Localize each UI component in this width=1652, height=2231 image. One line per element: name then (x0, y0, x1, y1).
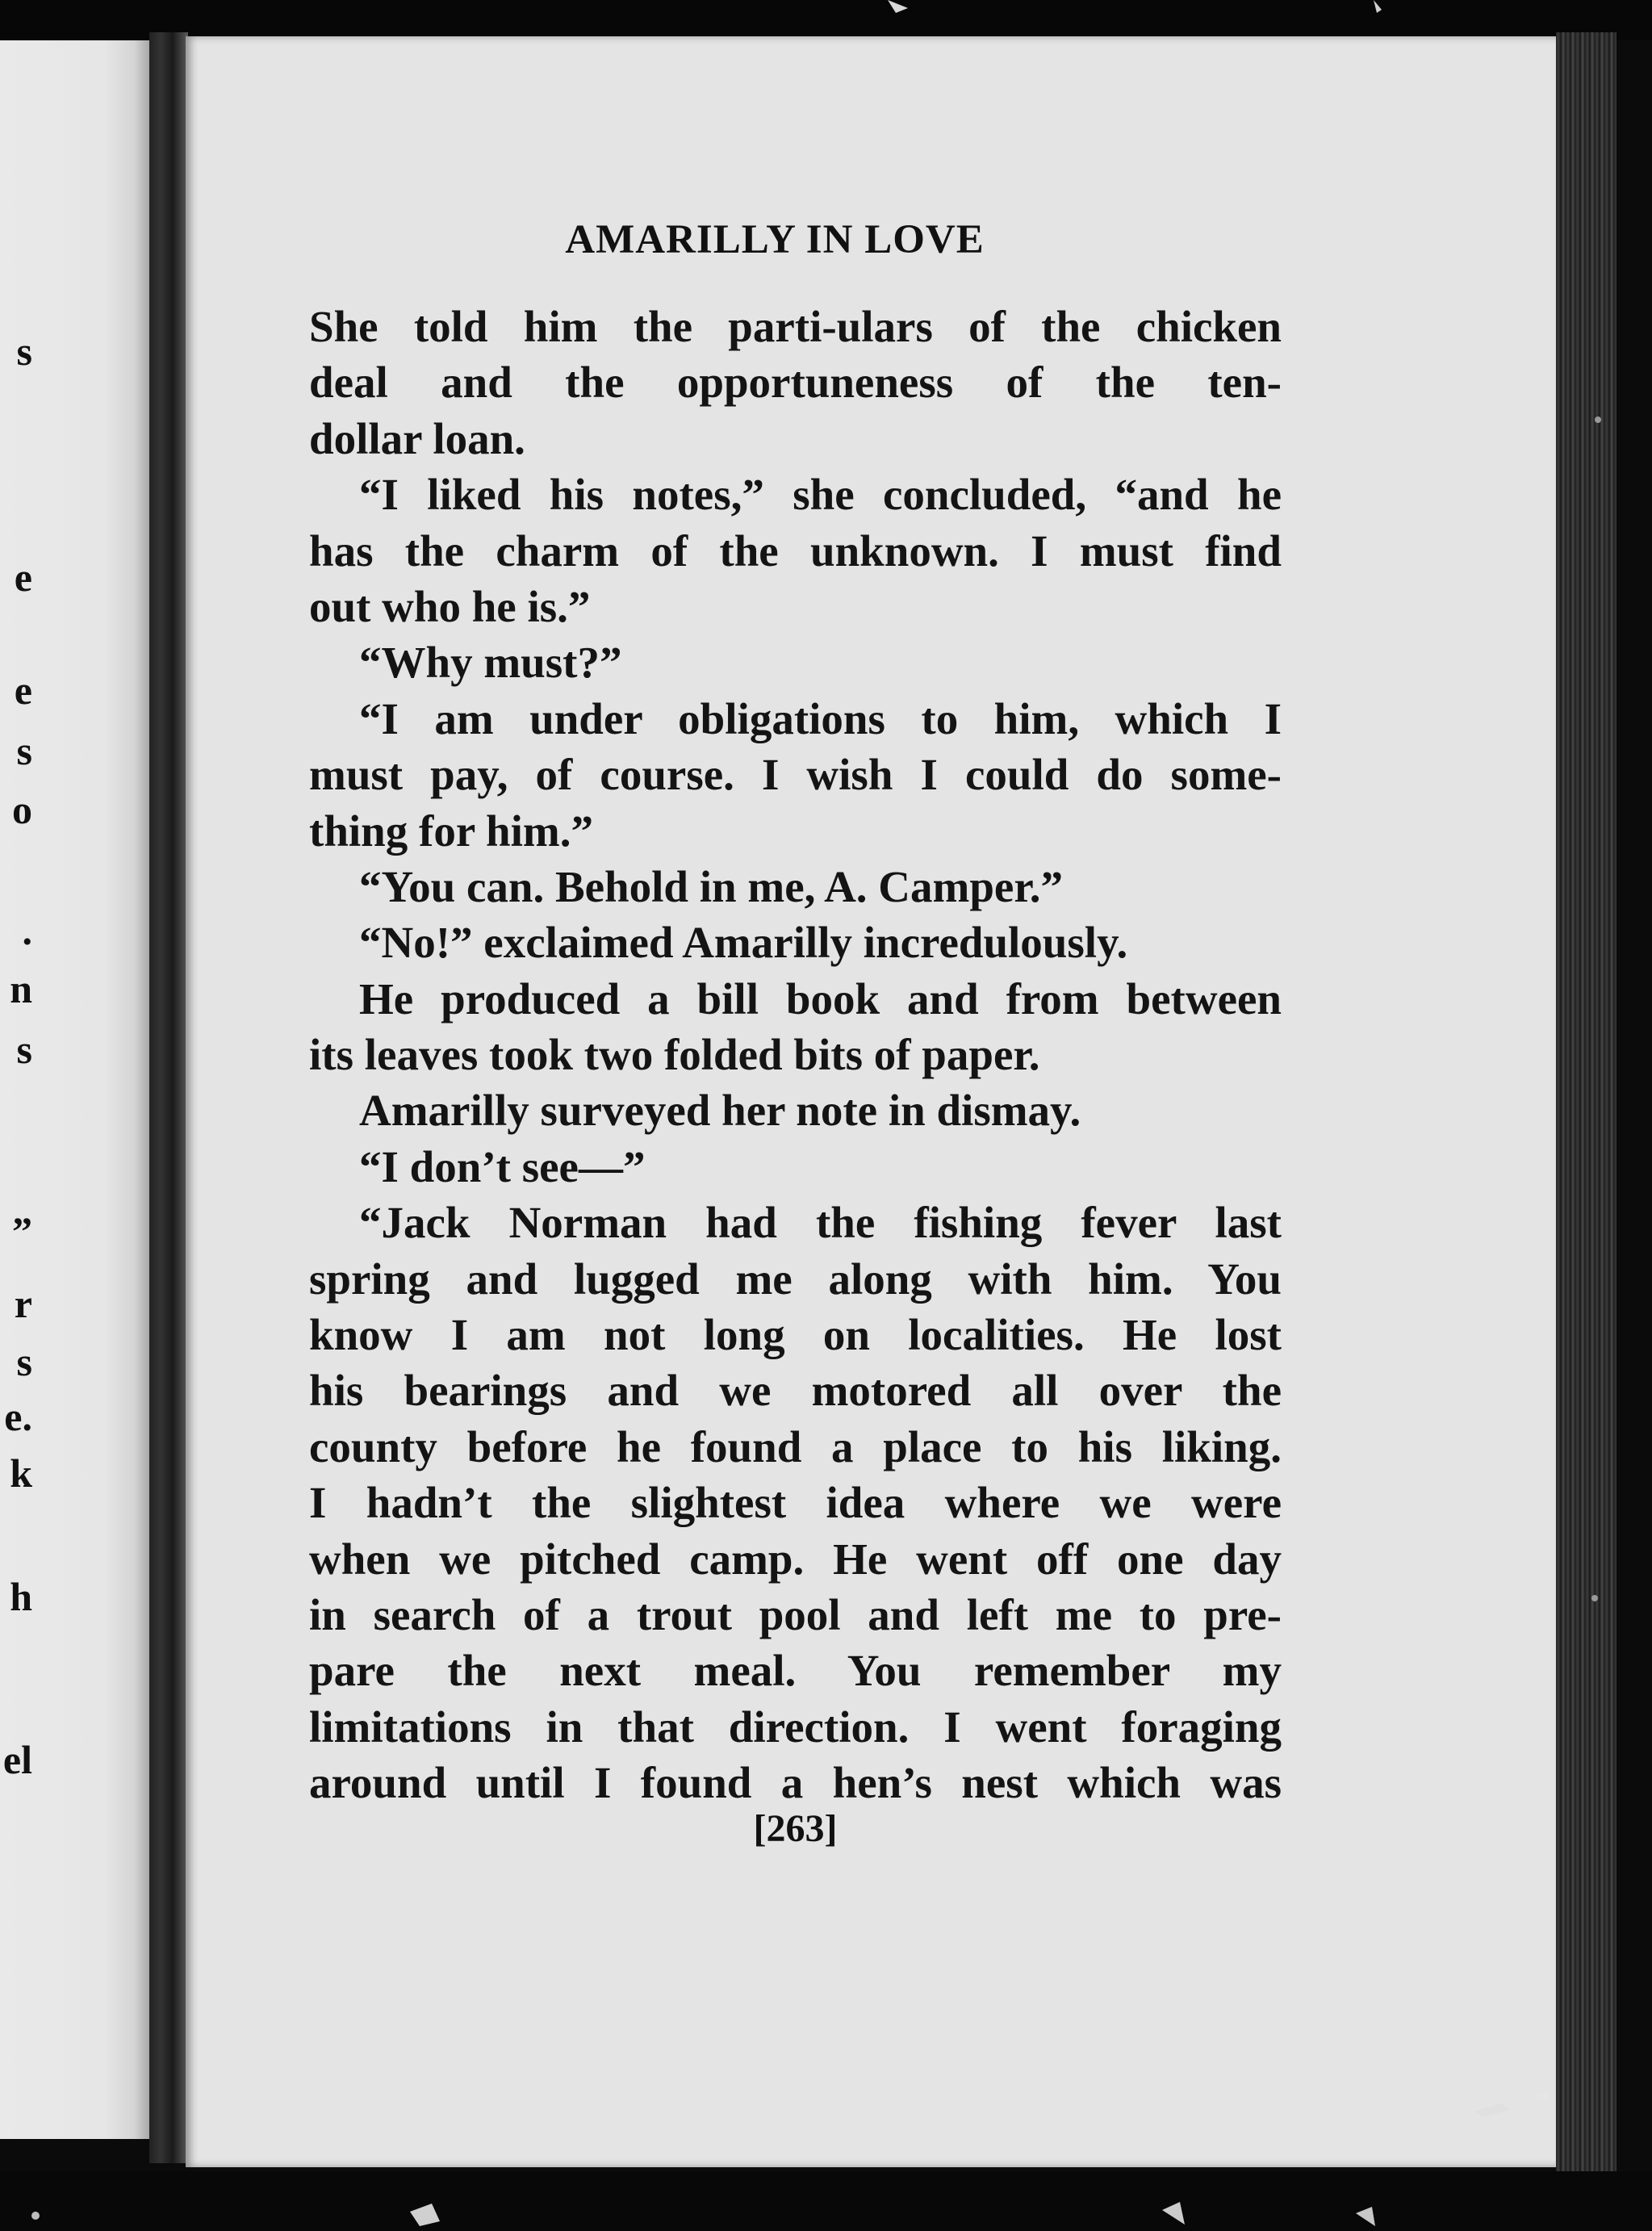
scan-bottom-border (0, 2171, 1652, 2231)
text-line: out who he is.” (309, 581, 591, 631)
text-line: limitations in that direction. I went foraging (309, 1702, 1282, 1752)
fragment: el (2, 1737, 32, 1782)
fragment: ” (12, 1208, 32, 1254)
fragment: s (16, 329, 32, 374)
fragment: s (16, 1339, 32, 1384)
text-line: “Jack Norman had the fishing fever last (359, 1198, 1282, 1248)
text-line: county before he found a place to his liking. (309, 1421, 1282, 1471)
fragment: k (10, 1450, 32, 1496)
fragment: e (14, 555, 32, 600)
text-line: its leaves took two folded bits of paper. (309, 1030, 1040, 1080)
text-line: when we pitched camp. He went off one day (309, 1534, 1282, 1584)
text-line: Amarilly surveyed her note in dismay. (359, 1086, 1081, 1136)
text-line: “No!” exclaimed Amarilly incredulously. (359, 918, 1128, 968)
text-line: “You can. Behold in me, A. Camper.” (359, 861, 1063, 911)
page-stack-edge (1556, 32, 1616, 2171)
text-line: deal and the opportuneness of the ten- (309, 358, 1282, 408)
text-line: “I am under obligations to him, which I (359, 693, 1282, 743)
fragment: s (16, 1027, 32, 1072)
fragment: h (10, 1574, 32, 1619)
running-head: AMARILLY IN LOVE (565, 217, 985, 262)
text-line: “I liked his notes,” she concluded, “and he (359, 470, 1282, 520)
text-line: must pay, of course. I wish I could do some- (309, 750, 1282, 800)
scan-top-border (0, 0, 1652, 40)
fragment: r (14, 1281, 32, 1326)
text-line: know I am not long on localities. He lost (309, 1310, 1282, 1360)
body-text (309, 299, 1282, 1811)
text-line: in search of a trout pool and left me to pre- (309, 1589, 1282, 1639)
text-line: spring and lugged me along with him. You (309, 1254, 1282, 1304)
text-line: “I don’t see—” (359, 1141, 646, 1191)
fragment: e. (4, 1394, 32, 1439)
fragment: . (22, 908, 32, 953)
text-line: thing for him.” (309, 806, 593, 856)
fragment: e (14, 668, 32, 713)
text-line: around until I found a hen’s nest which was (309, 1758, 1282, 1808)
fragment: o (12, 787, 32, 832)
book-gutter (149, 32, 188, 2163)
text-line: “Why must?” (359, 638, 622, 688)
text-line: He produced a bill book and from between (359, 973, 1282, 1023)
previous-page (0, 40, 149, 2139)
fragment: n (10, 966, 32, 1011)
text-line: pare the next meal. You remember my (309, 1646, 1282, 1696)
fragment: s (16, 728, 32, 773)
text-line: has the charm of the unknown. I must find (309, 525, 1282, 576)
text-line: I hadn’t the slightest idea where we were (309, 1478, 1282, 1528)
page-number: [263] (753, 1807, 838, 1850)
text-line: his bearings and we motored all over the (309, 1366, 1282, 1416)
previous-page-text-fragments (0, 40, 149, 2139)
text-line: She told him the parti‐ulars of the chicken (309, 302, 1282, 351)
text-line: dollar loan. (309, 413, 525, 463)
